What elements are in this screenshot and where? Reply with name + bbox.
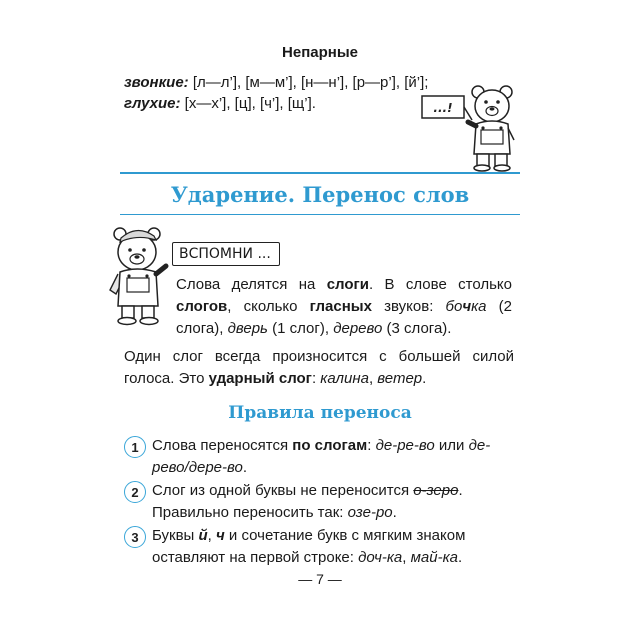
- text-run: .: [242, 459, 248, 476]
- text-run: или: [434, 437, 469, 454]
- bear-sign-text: ...!: [433, 101, 453, 115]
- text-run: . Правильно переносить так:: [152, 482, 463, 521]
- italic-bold-run: ч: [462, 298, 472, 315]
- rule-number-3: 3: [124, 526, 146, 548]
- italic-run: май-ка: [410, 549, 458, 566]
- italic-run: де-рево/дере-во: [152, 437, 491, 476]
- text-run: и сочетание букв с мягким знаком оставляют на первой строке:: [152, 527, 466, 566]
- italic-run: бо: [445, 298, 463, 315]
- syllables-paragraph: [176, 274, 512, 340]
- bear-with-sign-icon: [420, 80, 520, 172]
- title-rule-bottom: [120, 214, 520, 215]
- text-run: (2 слога),: [176, 298, 512, 337]
- text-run: .: [458, 549, 463, 566]
- bold-run: й: [198, 527, 208, 544]
- rule-number-1: 1: [124, 436, 146, 458]
- voiceless-value: [х—х’], [ц], [ч’], [щ’].: [180, 95, 316, 112]
- section-title: Ударение. Перенос слов: [170, 182, 470, 207]
- voiceless-label: глухие:: [124, 95, 181, 112]
- italic-run: ветер: [377, 370, 423, 387]
- bold-run: по слогам: [292, 437, 368, 454]
- text-run: .: [392, 504, 397, 521]
- rules-title: Правила переноса: [228, 403, 412, 423]
- text-run: ,: [368, 370, 378, 387]
- bold-run: ударный слог: [208, 370, 312, 387]
- text-run: Слог из одной буквы не переносится: [152, 482, 414, 499]
- text-run: (1 слог),: [267, 320, 334, 337]
- title-rule-top: [120, 172, 520, 174]
- text-run: Слова делятся на: [176, 276, 327, 293]
- voiced-value: [л—л’], [м—м’], [н—н’], [р—р’], [й’];: [188, 74, 429, 91]
- rule-2-text: [152, 480, 522, 524]
- text-run: , сколько: [227, 298, 310, 315]
- page-number: — 7 —: [298, 571, 342, 587]
- bold-run: гласных: [309, 298, 372, 315]
- italic-run: дерево: [333, 320, 383, 337]
- bear-with-cap-icon: [106, 220, 172, 330]
- italic-run: озе-ро: [347, 504, 393, 521]
- text-run: ,: [402, 549, 411, 566]
- text-run: звуков:: [371, 298, 446, 315]
- rule-number-2: 2: [124, 481, 146, 503]
- text-run: Один слог всегда произносится с большей силой голоса. Это: [124, 348, 514, 387]
- bold-run: ч: [216, 527, 225, 544]
- text-run: (3 слога).: [382, 320, 452, 337]
- unpaired-heading: Непарные: [282, 44, 358, 61]
- struck-run: о-зеро: [413, 482, 459, 499]
- rule-1-text: [152, 435, 522, 479]
- text-run: :: [367, 437, 376, 454]
- italic-run: де-ре-во: [375, 437, 435, 454]
- bold-run: слогов: [176, 298, 228, 315]
- text-run: .: [422, 370, 427, 387]
- remember-box: ВСПОМНИ ...: [172, 242, 280, 266]
- voiced-label: звонкие:: [124, 74, 189, 91]
- text-run: Слова переносятся: [152, 437, 293, 454]
- voiced-line: [124, 74, 428, 91]
- text-run: Буквы: [152, 527, 199, 544]
- text-run: . В слове столько: [369, 276, 512, 293]
- text-run: ,: [207, 527, 217, 544]
- voiceless-line: [124, 95, 316, 112]
- italic-run: ка: [471, 298, 487, 315]
- italic-run: калина: [320, 370, 369, 387]
- italic-run: дверь: [227, 320, 268, 337]
- bold-run: слоги: [326, 276, 370, 293]
- rule-3-text: [152, 525, 522, 569]
- text-run: :: [311, 370, 321, 387]
- stress-paragraph: [124, 346, 514, 390]
- italic-run: доч-ка: [358, 549, 403, 566]
